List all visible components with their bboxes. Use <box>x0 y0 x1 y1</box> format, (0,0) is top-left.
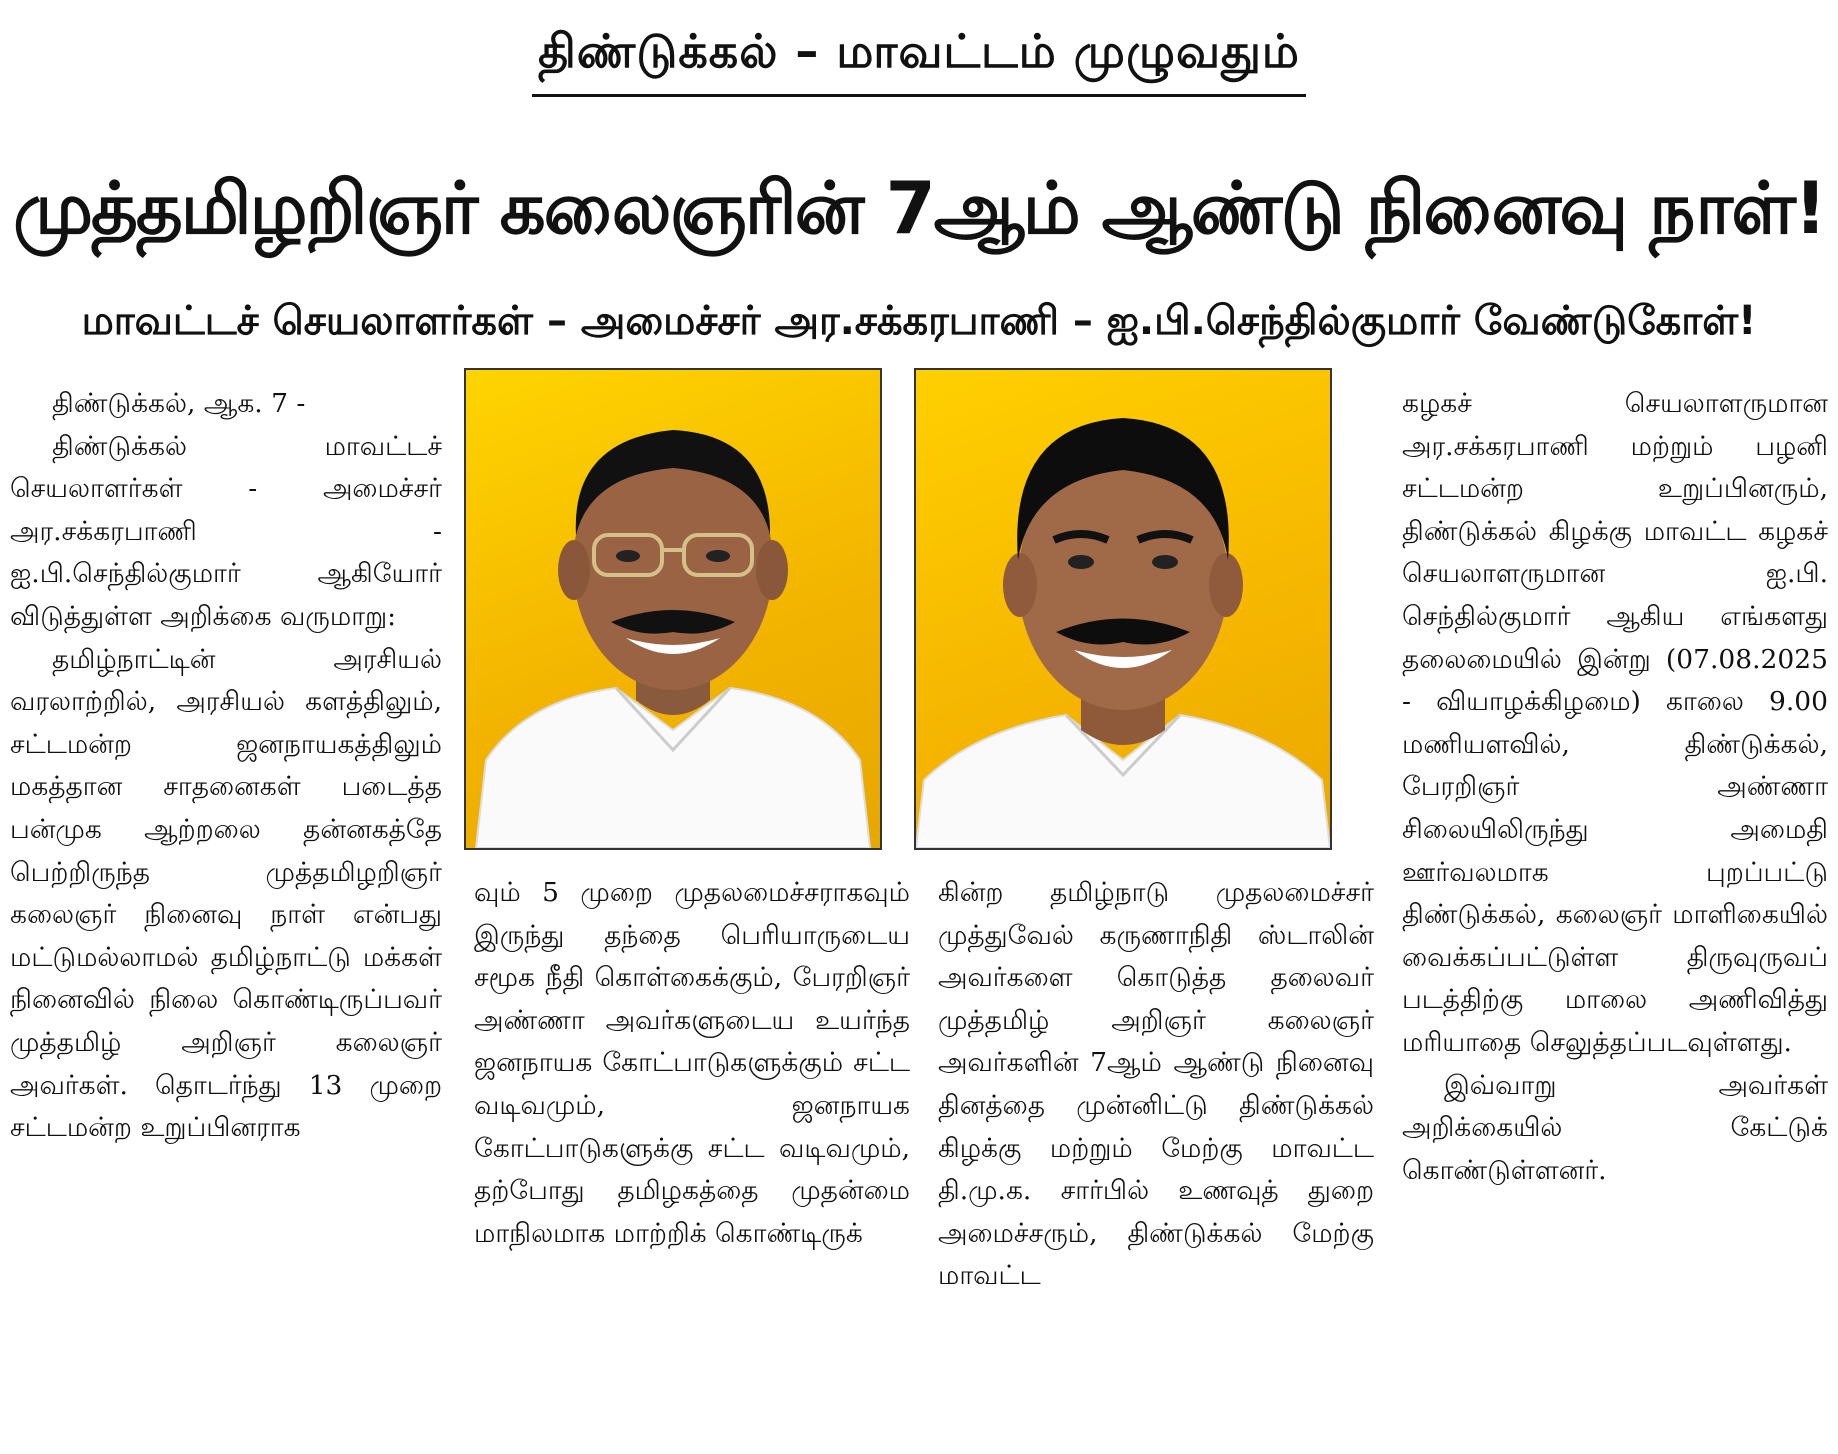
paragraph: கழகச் செயலாளருமான அர.சக்கரபாணி மற்றும் பழனி சட்டமன்ற உறுப்பினரும், திண்டுக்கல் கிழக்கு மாவட்ட கழகச் செயலாளருமான ஐ.பி. செந்தில்குமார் ஆகிய எங்களது தலைமையில் இன்று (07.08.2025 - வியாழக்கிழமை) காலை 9.00 மணியளவில், திண்டுக்கல், பேரறிஞர் அண்ணா சிலையிலிருந்து அமைதி ஊர்வலமாக புறப்பட்டு திண்டுக்கல், கலைஞர் மாளிகையில் வைக்கப்பட்டுள்ள திருவுருவப் படத்திற்கு மாலை அணிவித்து மரியாதை செலுத்தப்படவுள்ளது. <box>1402 388 1828 1058</box>
portrait-photo-senthilkumar <box>914 368 1332 850</box>
kicker-header <box>0 8 1838 97</box>
person-portrait-icon <box>466 370 880 848</box>
paragraph: திண்டுக்கல் மாவட்டச் செயலாளர்கள் - அமைச்சர் அர.சக்கரபாணி - ஐ.பி.செந்தில்குமார் ஆகியோர் விடுத்துள்ள அறிக்கை வருமாறு: <box>10 430 442 632</box>
person-portrait-icon <box>916 370 1330 848</box>
article-column-3 <box>938 872 1374 1298</box>
headline: முத்தமிழறிஞர் கலைஞரின் 7ஆம் ஆண்டு நினைவு நாள்! <box>13 166 1825 250</box>
article-column-4 <box>1402 383 1828 1192</box>
article-column-2 <box>474 872 910 1255</box>
paragraph: கின்ற தமிழ்நாடு முதலமைச்சர் முத்துவேல் கருணாநிதி ஸ்டாலின் அவர்களை கொடுத்த தலைவர் முத்தமிழ் அறிஞர் கலைஞர் அவர்களின் 7ஆம் ஆண்டு நினைவு தினத்தை முன்னிட்டு திண்டுக்கல் கிழக்கு மற்றும் மேற்கு மாவட்ட தி.மு.க. சார்பில் உணவுத் துறை அமைச்சரும், திண்டுக்கல் மேற்கு மாவட்ட <box>938 877 1374 1292</box>
paragraph: வும் 5 முறை முதலமைச்சராகவும் இருந்து தந்தை பெரியாருடைய சமூக நீதி கொள்கைக்கும், பேரறிஞர் அண்ணா அவர்களுடைய உயர்ந்த ஜனநாயக கோட்பாடுகளுக்கும் சட்ட வடிவமும், ஜனநாயக கோட்பாடுகளுக்கு சட்ட வடிவமும், தற்போது தமிழகத்தை முதன்மை மாநிலமாக மாற்றிக் கொண்டிருக் <box>474 877 910 1249</box>
kicker-text: திண்டுக்கல் – மாவட்டம் முழுவதும் <box>532 8 1306 97</box>
subheadline: மாவட்டச் செயலாளர்கள் – அமைச்சர் அர.சக்கரபாணி – ஐ.பி.செந்தில்குமார் வேண்டுகோள்! <box>81 298 1757 344</box>
article-column-1 <box>10 383 442 1150</box>
dateline: திண்டுக்கல், ஆக. 7 - <box>52 388 306 419</box>
closing-paragraph: இவ்வாறு அவர்கள் அறிக்கையில் கேட்டுக் கொண்டுள்ளனர். <box>1402 1069 1828 1186</box>
portrait-photo-sakkarapani <box>464 368 882 850</box>
paragraph: தமிழ்நாட்டின் அரசியல் வரலாற்றில், அரசியல் களத்திலும், சட்டமன்ற ஜனநாயகத்திலும் மகத்தான சாதனைகள் படைத்த பன்முக ஆற்றலை தன்னகத்தே பெற்றிருந்த முத்தமிழறிஞர் கலைஞர் நினைவு நாள் என்பது மட்டுமல்லாமல் தமிழ்நாட்டு மக்கள் நினைவில் நிலை கொண்டிருப்பவர் முத்தமிழ் அறிஞர் கலைஞர் அவர்கள். தொடர்ந்து 13 முறை சட்டமன்ற உறுப்பினராக <box>10 643 442 1144</box>
